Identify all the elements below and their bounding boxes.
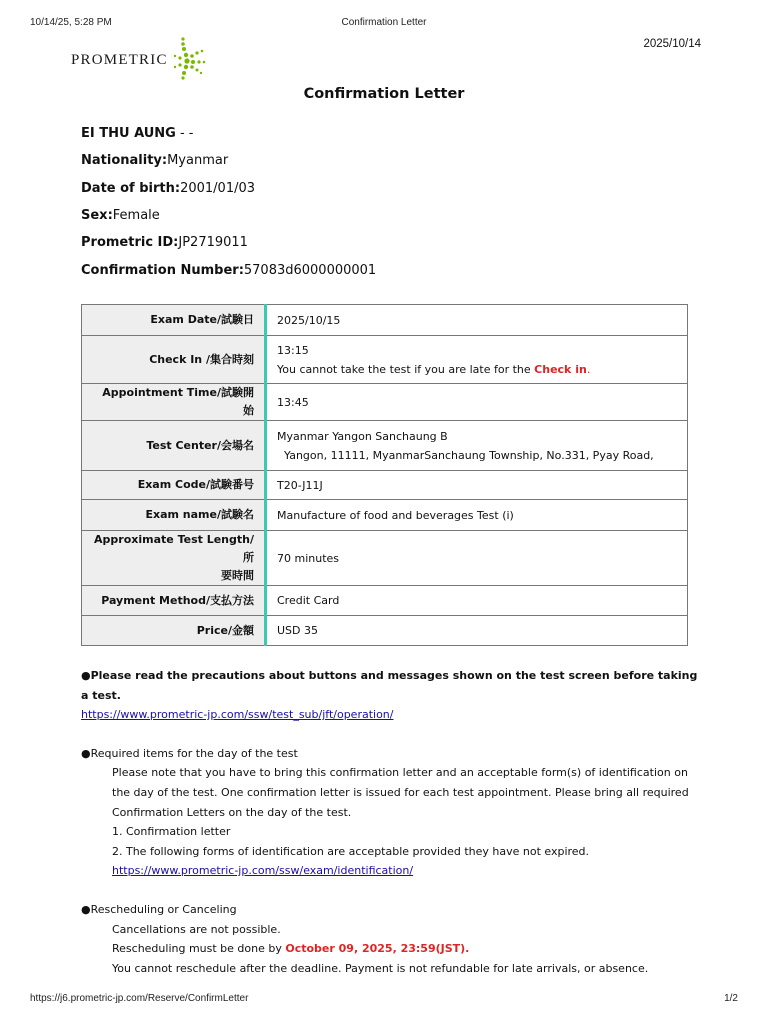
test-length-label-line1: Approximate Test Length/所 (94, 533, 254, 564)
nationality-value: Myanmar (167, 153, 229, 169)
exam-date-label: Exam Date/試験日 (82, 305, 266, 336)
print-footer (30, 993, 738, 1007)
check-in-label: Check In /集合時刻 (82, 336, 266, 384)
sex-value: Female (112, 208, 160, 224)
test-length-label (82, 531, 266, 586)
candidate-name: EI THU AUNG (81, 126, 176, 141)
appointment-time-value: 13:45 (266, 384, 688, 421)
price-value: USD 35 (266, 616, 688, 646)
price-label: Price/金額 (82, 616, 266, 646)
required-item-2: 2. The following forms of identification are acceptable provided they have not expired. (112, 844, 590, 858)
print-url: https://j6.prometric-jp.com/Reserve/ConfirmLetter (30, 993, 249, 1004)
dob-label: Date of birth: (81, 180, 181, 196)
document-date: 2025/10/14 (643, 38, 701, 50)
table-row (82, 305, 688, 336)
identification-link[interactable]: https://www.prometric-jp.com/ssw/exam/identification/ (112, 864, 414, 878)
rescheduling-deadline-row (81, 939, 701, 959)
confirmation-number-label: Confirmation Number: (81, 262, 244, 278)
exam-name-value: Manufacture of food and beverages Test (i) (266, 500, 688, 531)
rescheduling-text: Rescheduling must be done by (112, 942, 286, 956)
print-page-number: 1/2 (724, 993, 738, 1004)
refund-policy-text: You cannot reschedule after the deadline. Payment is not refundable for late arrivals, or absence. (112, 961, 649, 975)
prometric-id-label: Prometric ID: (81, 235, 179, 251)
check-in-note-text: You cannot take the test if you are late for the (277, 362, 535, 376)
confirmation-number-row (81, 257, 376, 284)
print-header (30, 17, 738, 31)
check-in-time: 13:15 (277, 343, 309, 357)
dob-value: 2001/01/03 (180, 180, 256, 196)
sex-label: Sex: (81, 208, 113, 224)
nationality-label: Nationality: (81, 153, 168, 169)
exam-name-label: Exam name/試験名 (82, 500, 266, 531)
rescheduling-deadline: October 09, 2025, 23:59(JST). (285, 942, 470, 956)
table-row (82, 471, 688, 500)
appointment-table (81, 304, 688, 646)
precaution-link[interactable]: https://www.prometric-jp.com/ssw/test_sub/jft/operation/ (81, 708, 394, 722)
logo-burst-icon (171, 34, 211, 84)
check-in-note (277, 360, 677, 379)
test-length-label-line2: 要時間 (221, 569, 254, 582)
check-in-note-end: . (586, 362, 591, 376)
test-center-name: Myanmar Yangon Sanchaung B (277, 429, 448, 443)
table-row (82, 336, 688, 384)
table-row (82, 421, 688, 471)
logo-text: PROMETRIC (71, 52, 168, 68)
exam-date-value: 2025/10/15 (266, 305, 688, 336)
table-row (82, 586, 688, 616)
appointment-time-label: Appointment Time/試験開始 (82, 384, 266, 421)
confirmation-number-value: 57083d6000000001 (243, 262, 377, 278)
page-title: Confirmation Letter (303, 86, 465, 102)
table-row (82, 531, 688, 586)
payment-method-value: Credit Card (266, 586, 688, 616)
check-in-note-highlight: Check in (534, 362, 587, 376)
personal-details (81, 120, 376, 284)
prometric-id-value: JP2719011 (178, 235, 248, 251)
table-row (82, 616, 688, 646)
exam-code-value: T20-J11J (266, 471, 688, 500)
test-center-address: Yangon, 11111, MyanmarSanchaung Township, No.331, Pyay Road, (284, 448, 654, 462)
table-row (82, 500, 688, 531)
test-length-value: 70 minutes (266, 531, 688, 586)
required-item-1: 1. Confirmation letter (112, 825, 231, 839)
test-center-label: Test Center/会場名 (82, 421, 266, 471)
required-items-text: Please note that you have to bring this confirmation letter and an acceptable form(s) of identification on the day of the test. One confirmation letter is issued for each test appointment. Please bring all required Confirmation Letters on the day of the test. (112, 766, 689, 819)
nationality-row (81, 147, 376, 174)
notes-section (81, 666, 701, 978)
candidate-name-suffix: - - (175, 126, 194, 141)
print-page-title: Confirmation Letter (341, 17, 427, 28)
required-items-heading: ●Required items for the day of the test (81, 746, 298, 760)
exam-code-label: Exam Code/試験番号 (82, 471, 266, 500)
payment-method-label: Payment Method/支払方法 (82, 586, 266, 616)
prometric-id-row (81, 229, 376, 256)
dob-row (81, 175, 376, 202)
rescheduling-heading: ●Rescheduling or Canceling (81, 902, 237, 916)
test-center-value (266, 421, 688, 471)
check-in-value (266, 336, 688, 384)
sex-row (81, 202, 376, 229)
precaution-text: ●Please read the precautions about buttons and messages shown on the test screen before taking a test. (81, 669, 698, 702)
prometric-logo (71, 34, 211, 84)
candidate-name-row (81, 120, 376, 147)
cancellation-text: Cancellations are not possible. (112, 922, 281, 936)
table-row (82, 384, 688, 421)
print-datetime: 10/14/25, 5:28 PM (30, 17, 112, 28)
